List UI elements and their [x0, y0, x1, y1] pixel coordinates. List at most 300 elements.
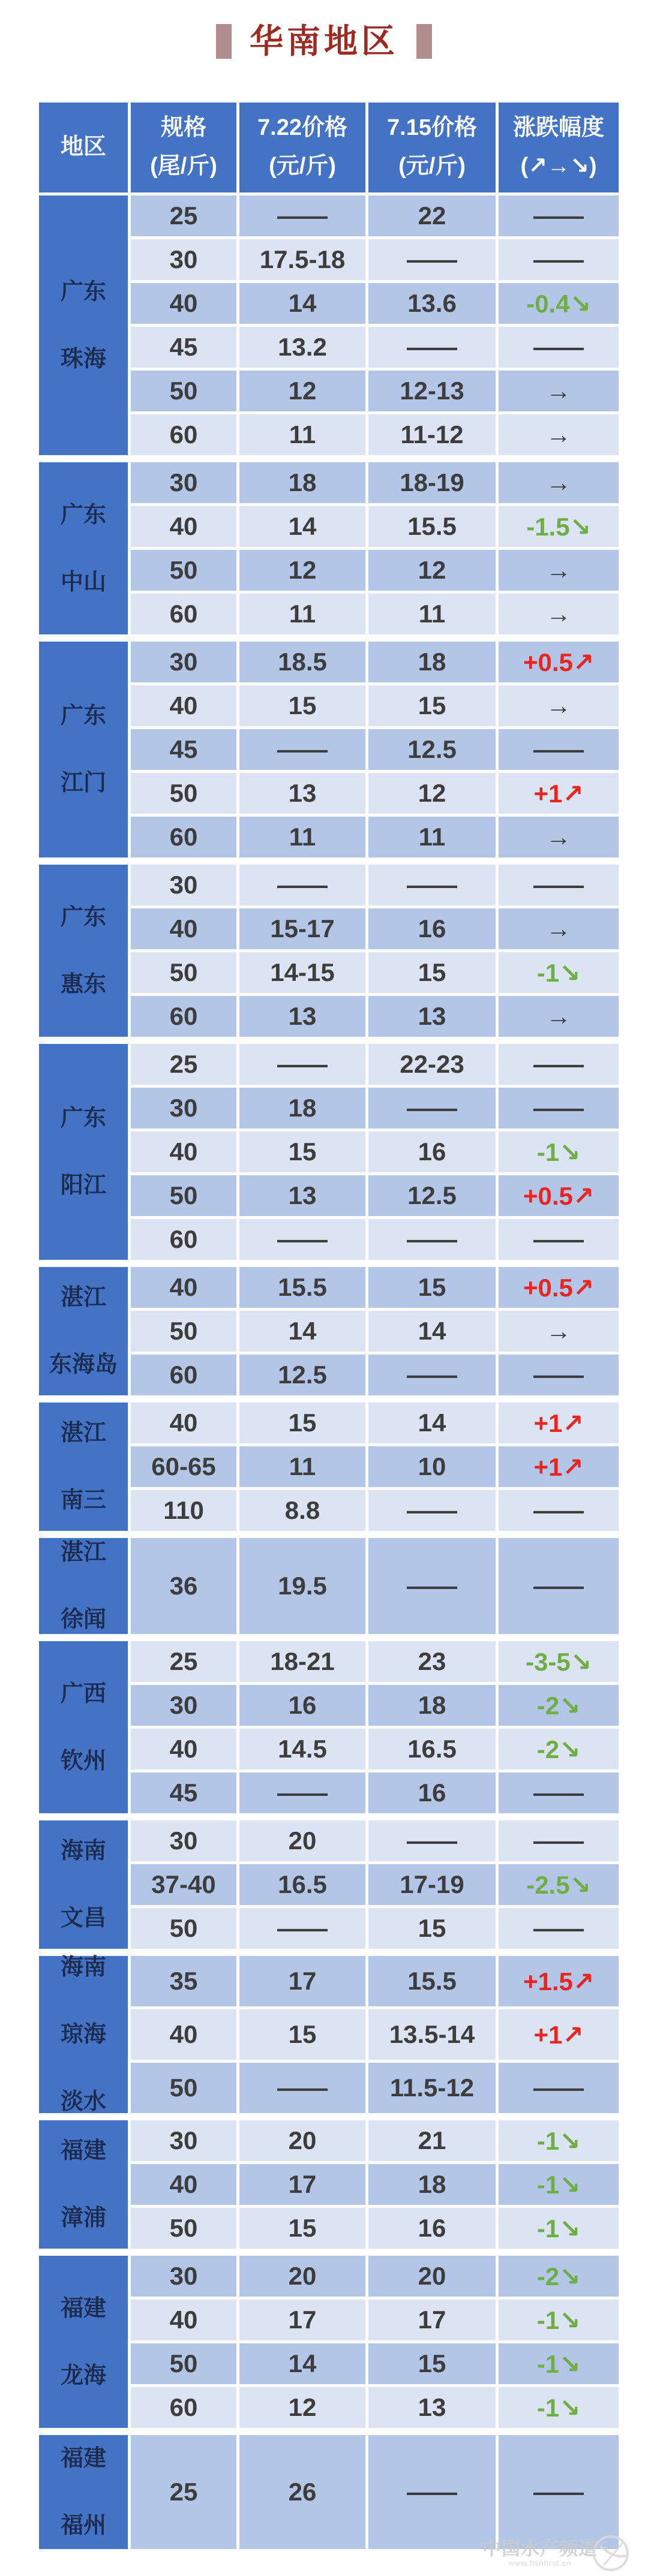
region-cell	[39, 2435, 128, 2549]
spec-cell: 25	[131, 2435, 236, 2549]
spec-cell: 25	[131, 1044, 236, 1085]
change-cell: ——	[499, 2435, 619, 2549]
price-0715-cell: 22	[368, 195, 496, 236]
price-0722-cell: 14-15	[239, 952, 365, 993]
table-row	[39, 2120, 619, 2161]
group-spacer-cell	[39, 1534, 619, 1535]
price-0722-cell: 18	[239, 1088, 365, 1128]
change-cell: →	[499, 685, 619, 726]
table-row	[39, 1044, 619, 1085]
change-cell: →	[499, 371, 619, 411]
column-header-spec-line2: (尾/斤)	[150, 154, 217, 179]
change-cell: →	[499, 817, 619, 857]
spec-cell: 30	[131, 865, 236, 905]
change-cell: →	[499, 594, 619, 634]
price-0715-cell: 18	[368, 1685, 496, 1726]
region-label-line: 广东	[60, 279, 106, 305]
price-0722-cell: 19.5	[239, 1538, 365, 1634]
price-0722-cell: 20	[239, 2120, 365, 2161]
region-cell	[39, 2256, 128, 2428]
price-0722-cell: 20	[239, 1820, 365, 1861]
price-0722-cell: 11	[239, 1446, 365, 1487]
group-spacer-row	[39, 2431, 619, 2432]
price-0722-cell: 8.8	[239, 1490, 365, 1531]
change-cell: +0.5↗	[499, 642, 619, 682]
spec-cell: 36	[131, 1538, 236, 1634]
change-cell: →	[499, 908, 619, 949]
price-0715-cell: ——	[368, 1820, 496, 1861]
table-row	[39, 1538, 619, 1634]
price-0722-cell: 14	[239, 283, 365, 324]
change-cell: -1↘	[499, 2208, 619, 2249]
column-header-spec-line1: 规格	[160, 115, 206, 141]
spec-cell: 25	[131, 1641, 236, 1682]
price-table	[36, 100, 622, 2552]
table-row	[39, 1956, 619, 2006]
spec-cell: 50	[131, 952, 236, 993]
region-label-line: 徐闻	[60, 1607, 106, 1632]
price-0715-cell: 15	[368, 952, 496, 993]
price-0715-cell: 17-19	[368, 1864, 496, 1905]
change-cell: ——	[499, 729, 619, 770]
spec-cell: 45	[131, 729, 236, 770]
price-0722-cell: 17	[239, 2164, 365, 2205]
region-cell	[39, 195, 128, 455]
price-0722-cell: 14	[239, 506, 365, 547]
region-label-line: 江门	[60, 771, 106, 796]
spec-cell: 30	[131, 1820, 236, 1861]
group-spacer-cell	[39, 2252, 619, 2253]
price-0722-cell: 18.5	[239, 642, 365, 682]
region-cell	[39, 1403, 128, 1531]
spec-cell: 37-40	[131, 1864, 236, 1905]
group-spacer-cell	[39, 1952, 619, 1953]
group-spacer-cell	[39, 2431, 619, 2432]
region-cell	[39, 865, 128, 1037]
price-0722-cell: 16	[239, 1685, 365, 1726]
price-0722-cell: 14.5	[239, 1729, 365, 1770]
spec-cell: 50	[131, 1311, 236, 1352]
price-0722-cell: ——	[239, 729, 365, 770]
region-label-line: 广东	[60, 1106, 106, 1131]
change-cell: ——	[499, 1088, 619, 1128]
column-header-region	[39, 103, 128, 192]
table-row	[39, 642, 619, 682]
column-header-change-line2: (↗→↘)	[520, 154, 597, 179]
price-0715-cell: 11	[368, 817, 496, 857]
spec-cell: 40	[131, 2164, 236, 2205]
table-row	[39, 2435, 619, 2549]
price-0715-cell: 23	[368, 1641, 496, 1682]
region-cell	[39, 1820, 128, 1949]
region-label-line: 琼海	[60, 2022, 106, 2047]
table-row	[39, 462, 619, 503]
price-0722-cell: 13	[239, 1175, 365, 1216]
change-cell: -2↘	[499, 1729, 619, 1770]
spec-cell: 40	[131, 685, 236, 726]
group-spacer-row	[39, 1637, 619, 1638]
group-spacer-row	[39, 1816, 619, 1817]
spec-cell: 40	[131, 2300, 236, 2340]
change-cell: -2↘	[499, 1685, 619, 1726]
spec-cell: 45	[131, 327, 236, 368]
change-cell: -2↘	[499, 2256, 619, 2297]
price-0722-cell: 12	[239, 371, 365, 411]
change-cell: -1.5↘	[499, 506, 619, 547]
group-spacer-row	[39, 860, 619, 862]
change-cell: ——	[499, 327, 619, 368]
spec-cell: 25	[131, 195, 236, 236]
region-label-line: 广西	[60, 1681, 106, 1707]
spec-cell: 30	[131, 1685, 236, 1726]
region-label-line: 广东	[60, 904, 106, 930]
group-spacer-row	[39, 1040, 619, 1041]
change-cell: →	[499, 462, 619, 503]
price-0715-cell: 18	[368, 2164, 496, 2205]
change-cell: ——	[499, 1355, 619, 1395]
spec-cell: 40	[131, 506, 236, 547]
change-cell: -1↘	[499, 952, 619, 993]
column-header-change-line1: 涨跌幅度	[512, 115, 604, 141]
price-0722-cell: 18	[239, 462, 365, 503]
group-spacer-row	[39, 2116, 619, 2117]
group-spacer-row	[39, 1534, 619, 1535]
change-cell: ——	[499, 1772, 619, 1813]
region-label-line: 福建	[60, 2295, 106, 2321]
price-0722-cell: 15	[239, 1403, 365, 1443]
price-0722-cell: ——	[239, 2063, 365, 2113]
region-label-line: 东海岛	[49, 1352, 118, 1377]
region-label-line: 南三	[60, 1488, 106, 1513]
group-spacer-row	[39, 2252, 619, 2253]
price-0722-cell: 26	[239, 2435, 365, 2549]
price-0715-cell: 15	[368, 1267, 496, 1308]
price-0715-cell: 20	[368, 2256, 496, 2297]
region-label-line: 湛江	[60, 1540, 106, 1565]
price-0715-cell: 16.5	[368, 1729, 496, 1770]
change-cell: ——	[499, 1538, 619, 1634]
column-header-change	[499, 103, 619, 192]
spec-cell: 50	[131, 2208, 236, 2249]
table-row	[39, 195, 619, 236]
spec-cell: 30	[131, 642, 236, 682]
change-cell: ——	[499, 239, 619, 280]
group-spacer-cell	[39, 2116, 619, 2117]
region-label-line: 文昌	[60, 1906, 106, 1931]
price-0722-cell: 18-21	[239, 1641, 365, 1682]
change-cell: ——	[499, 2063, 619, 2113]
region-cell	[39, 1956, 128, 2113]
price-0722-cell: 15	[239, 2009, 365, 2060]
spec-cell: 40	[131, 1131, 236, 1172]
spec-cell: 50	[131, 1175, 236, 1216]
change-cell: →	[499, 550, 619, 591]
price-0715-cell: 21	[368, 2120, 496, 2161]
price-0715-cell: 22-23	[368, 1044, 496, 1085]
price-0715-cell: 13.6	[368, 283, 496, 324]
spec-cell: 50	[131, 2063, 236, 2113]
column-header-price-0722	[239, 103, 365, 192]
region-label-line: 福州	[60, 2513, 106, 2538]
price-0722-cell: ——	[239, 1772, 365, 1813]
change-cell: +1.5↗	[499, 1956, 619, 2006]
spec-cell: 60	[131, 817, 236, 857]
change-cell: →	[499, 996, 619, 1037]
title-left-bar-icon	[216, 24, 232, 59]
price-0715-cell: 14	[368, 1311, 496, 1352]
price-0722-cell: 13	[239, 996, 365, 1037]
price-0715-cell: 16	[368, 1131, 496, 1172]
change-cell: -2.5↘	[499, 1864, 619, 1905]
change-cell: →	[499, 1311, 619, 1352]
spec-cell: 30	[131, 1088, 236, 1128]
spec-cell: 40	[131, 1403, 236, 1443]
region-label-line: 广东	[60, 703, 106, 729]
change-cell: -1↘	[499, 1131, 619, 1172]
price-0715-cell: ——	[368, 2435, 496, 2549]
change-cell: ——	[499, 195, 619, 236]
price-0722-cell: ——	[239, 195, 365, 236]
price-0715-cell: 13	[368, 2387, 496, 2428]
price-0722-cell: 11	[239, 594, 365, 634]
spec-cell: 60-65	[131, 1446, 236, 1487]
watermark-title: 中国水产频道	[482, 2538, 598, 2559]
price-0722-cell: 15	[239, 685, 365, 726]
price-0722-cell: 15	[239, 2208, 365, 2249]
change-cell: ——	[499, 1490, 619, 1531]
price-0715-cell: 12.5	[368, 1175, 496, 1216]
change-cell: -3-5↘	[499, 1641, 619, 1682]
table-rows	[39, 195, 619, 2549]
price-0722-cell: 12	[239, 2387, 365, 2428]
change-cell: ——	[499, 1820, 619, 1861]
price-0722-cell: 20	[239, 2256, 365, 2297]
spec-cell: 50	[131, 2343, 236, 2384]
price-0715-cell: 13.5-14	[368, 2009, 496, 2060]
table-row	[39, 865, 619, 905]
region-label-line: 钦州	[60, 1748, 106, 1774]
group-spacer-cell	[39, 1637, 619, 1638]
group-spacer-cell	[39, 860, 619, 862]
change-cell: ——	[499, 1908, 619, 1949]
price-0715-cell: 12	[368, 550, 496, 591]
group-spacer-cell	[39, 1816, 619, 1817]
price-0715-cell: ——	[368, 1219, 496, 1260]
region-cell	[39, 1267, 128, 1395]
group-spacer-row	[39, 637, 619, 639]
spec-cell: 35	[131, 1956, 236, 2006]
price-0722-cell: 15-17	[239, 908, 365, 949]
price-0722-cell: 15	[239, 1131, 365, 1172]
table-row	[39, 1267, 619, 1308]
change-cell: ——	[499, 1044, 619, 1085]
region-cell	[39, 642, 128, 857]
column-header-price-0722-line2: (元/斤)	[269, 154, 336, 179]
spec-cell: 60	[131, 1355, 236, 1395]
change-cell: -1↘	[499, 2300, 619, 2340]
spec-cell: 60	[131, 2387, 236, 2428]
change-cell: +0.5↗	[499, 1175, 619, 1216]
spec-cell: 40	[131, 283, 236, 324]
region-label-line: 湛江	[60, 1421, 106, 1446]
price-0715-cell: ——	[368, 327, 496, 368]
region-label-line: 漳浦	[60, 2205, 106, 2231]
region-label-line: 广东	[60, 502, 106, 528]
price-0722-cell: ——	[239, 865, 365, 905]
price-0715-cell: 12	[368, 773, 496, 814]
spec-cell: 50	[131, 773, 236, 814]
change-cell: -0.4↘	[499, 283, 619, 324]
spec-cell: 40	[131, 2009, 236, 2060]
region-label-line: 海南	[60, 1838, 106, 1864]
region-label-line: 淡水	[60, 2089, 106, 2114]
table-row	[39, 1403, 619, 1443]
table-row	[39, 1820, 619, 1861]
price-0715-cell: 15.5	[368, 506, 496, 547]
price-0722-cell: ——	[239, 1219, 365, 1260]
group-spacer-cell	[39, 1263, 619, 1264]
page-title	[0, 24, 648, 59]
price-0715-cell: 10	[368, 1446, 496, 1487]
price-0722-cell: 12	[239, 550, 365, 591]
price-0715-cell: 12-13	[368, 371, 496, 411]
price-0715-cell: ——	[368, 1355, 496, 1395]
price-0722-cell: 15.5	[239, 1267, 365, 1308]
price-0722-cell: 11	[239, 414, 365, 455]
region-label-line: 阳江	[60, 1173, 106, 1198]
spec-cell: 50	[131, 550, 236, 591]
title-right-bar-icon	[416, 24, 432, 59]
region-label-line: 龙海	[60, 2363, 106, 2388]
change-cell: -1↘	[499, 2164, 619, 2205]
watermark	[482, 2534, 630, 2572]
price-0715-cell: ——	[368, 865, 496, 905]
price-0722-cell: ——	[239, 1044, 365, 1085]
region-cell	[39, 1538, 128, 1634]
price-0715-cell: 18	[368, 642, 496, 682]
spec-cell: 60	[131, 1219, 236, 1260]
group-spacer-cell	[39, 637, 619, 639]
price-0715-cell: ——	[368, 1088, 496, 1128]
header-row	[39, 103, 619, 192]
spec-cell: 30	[131, 2120, 236, 2161]
spec-cell: 45	[131, 1772, 236, 1813]
price-0722-cell: 17	[239, 1956, 365, 2006]
price-0715-cell: 16	[368, 1772, 496, 1813]
price-0715-cell: 11.5-12	[368, 2063, 496, 2113]
price-0722-cell: 17	[239, 2300, 365, 2340]
column-header-price-0715	[368, 103, 496, 192]
price-0715-cell: 13	[368, 996, 496, 1037]
title-text: 华南地区	[250, 22, 398, 60]
group-spacer-cell	[39, 1398, 619, 1400]
spec-cell: 110	[131, 1490, 236, 1531]
price-0722-cell: 14	[239, 2343, 365, 2384]
watermark-globe-icon	[592, 2534, 630, 2572]
spec-cell: 40	[131, 1267, 236, 1308]
change-cell: +1↗	[499, 2009, 619, 2060]
region-label-line: 海南	[60, 1955, 106, 1980]
price-0715-cell: 16	[368, 908, 496, 949]
price-0722-cell: 11	[239, 817, 365, 857]
price-0722-cell: 17.5-18	[239, 239, 365, 280]
group-spacer-row	[39, 1398, 619, 1400]
spec-cell: 30	[131, 462, 236, 503]
region-label-line: 湛江	[60, 1285, 106, 1310]
region-cell	[39, 1044, 128, 1260]
watermark-text	[482, 2538, 598, 2569]
region-label-line: 中山	[60, 569, 106, 595]
column-header-price-0715-line1: 7.15价格	[387, 115, 477, 141]
price-0722-cell: 14	[239, 1311, 365, 1352]
column-header-price-0715-line2: (元/斤)	[398, 154, 466, 179]
region-label-line: 福建	[60, 2138, 106, 2163]
spec-cell: 60	[131, 414, 236, 455]
change-cell: ——	[499, 1219, 619, 1260]
watermark-url: www.fishfirst.cn	[508, 2559, 572, 2568]
group-spacer-row	[39, 458, 619, 459]
price-0715-cell: ——	[368, 239, 496, 280]
column-header-region-label: 地区	[60, 134, 106, 160]
group-spacer-cell	[39, 1040, 619, 1041]
region-label-line: 惠东	[60, 971, 106, 997]
column-header-price-0722-line1: 7.22价格	[257, 115, 347, 141]
group-spacer-row	[39, 1952, 619, 1953]
price-0715-cell: 15	[368, 2343, 496, 2384]
group-spacer-cell	[39, 458, 619, 459]
change-cell: -1↘	[499, 2343, 619, 2384]
price-0715-cell: 15	[368, 685, 496, 726]
price-0722-cell: 13	[239, 773, 365, 814]
price-0715-cell: ——	[368, 1538, 496, 1634]
spec-cell: 50	[131, 1908, 236, 1949]
spec-cell: 40	[131, 908, 236, 949]
price-0722-cell: 12.5	[239, 1355, 365, 1395]
spec-cell: 60	[131, 594, 236, 634]
price-0722-cell: ——	[239, 1908, 365, 1949]
spec-cell: 40	[131, 1729, 236, 1770]
spec-cell: 30	[131, 2256, 236, 2297]
change-cell: +0.5↗	[499, 1267, 619, 1308]
change-cell: -1↘	[499, 2120, 619, 2161]
spec-cell: 50	[131, 371, 236, 411]
change-cell: +1↗	[499, 1446, 619, 1487]
spec-cell: 30	[131, 239, 236, 280]
group-spacer-row	[39, 1263, 619, 1264]
region-cell	[39, 2120, 128, 2249]
price-0715-cell: 12.5	[368, 729, 496, 770]
change-cell: ——	[499, 865, 619, 905]
change-cell: →	[499, 414, 619, 455]
spec-cell: 60	[131, 996, 236, 1037]
price-0715-cell: 16	[368, 2208, 496, 2249]
region-label-line: 福建	[60, 2446, 106, 2471]
price-0715-cell: 15.5	[368, 1956, 496, 2006]
region-cell	[39, 462, 128, 634]
price-0715-cell: 17	[368, 2300, 496, 2340]
price-0715-cell: 11-12	[368, 414, 496, 455]
price-0722-cell: 13.2	[239, 327, 365, 368]
price-0715-cell: 14	[368, 1403, 496, 1443]
price-0722-cell: 16.5	[239, 1864, 365, 1905]
region-cell	[39, 1641, 128, 1813]
table-row	[39, 1641, 619, 1682]
price-0715-cell: 11	[368, 594, 496, 634]
change-cell: +1↗	[499, 773, 619, 814]
table-row	[39, 2256, 619, 2297]
change-cell: -1↘	[499, 2387, 619, 2428]
column-header-spec	[131, 103, 236, 192]
